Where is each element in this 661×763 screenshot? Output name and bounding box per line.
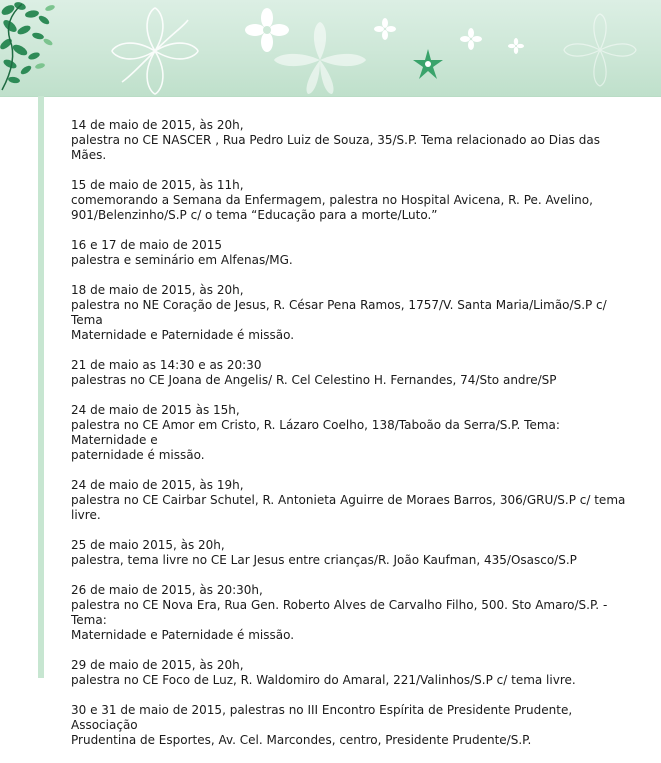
event-list — [71, 118, 631, 763]
white-flower-icon — [270, 20, 370, 96]
list-item — [71, 283, 631, 343]
event-date-line: 25 de maio 2015, às 20h, — [71, 538, 225, 552]
event-description-line: 901/Belenzinho/S.P c/ o tema “Educação para a morte/Luto.” — [71, 208, 438, 222]
white-flower-icon — [508, 38, 524, 54]
list-item — [71, 478, 631, 523]
green-star-flower-icon — [412, 48, 444, 80]
event-description-line: paternidade é missão. — [71, 448, 205, 462]
list-item — [71, 178, 631, 223]
event-date-line: 24 de maio de 2015 às 15h, — [71, 403, 240, 417]
white-flower-icon — [110, 6, 200, 96]
event-description-line: Prudentina de Esportes, Av. Cel. Marcondes, centro, Presidente Prudente/S.P. — [71, 733, 532, 747]
list-item — [71, 583, 631, 643]
event-description-line: comemorando a Semana da Enfermagem, palestra no Hospital Avicena, R. Pe. Avelino, — [71, 193, 593, 207]
event-date-line: 21 de maio as 14:30 e as 20:30 — [71, 358, 262, 372]
white-flower-icon — [374, 18, 396, 40]
list-item — [71, 238, 631, 268]
leaf-vine-icon — [0, 0, 70, 96]
event-date-line: 26 de maio de 2015, às 20:30h, — [71, 583, 263, 597]
left-decorative-rail — [38, 96, 44, 678]
event-date-line: 29 de maio de 2015, às 20h, — [71, 658, 244, 672]
list-item — [71, 118, 631, 163]
list-item — [71, 538, 631, 568]
event-description-line: palestra e seminário em Alfenas/MG. — [71, 253, 293, 267]
list-item — [71, 658, 631, 688]
event-description-line: palestra no CE NASCER , Rua Pedro Luiz de Souza, 35/S.P. Tema relacionado ao Dias das Mães. — [71, 133, 604, 162]
list-item — [71, 403, 631, 463]
event-date-line: 18 de maio de 2015, às 20h, — [71, 283, 244, 297]
event-description-line: palestra no NE Coração de Jesus, R. César Pena Ramos, 1757/V. Santa Maria/Limão/S.P c/ Tema — [71, 298, 611, 327]
list-item — [71, 703, 631, 748]
event-date-line: 24 de maio de 2015, às 19h, — [71, 478, 244, 492]
list-item — [71, 358, 631, 388]
event-description-line: palestras no CE Joana de Angelis/ R. Cel Celestino H. Fernandes, 74/Sto andre/SP — [71, 373, 557, 387]
event-date-line: 15 de maio de 2015, às 11h, — [71, 178, 244, 192]
decorative-header-banner — [0, 0, 661, 97]
event-description-line: Maternidade e Paternidade é missão. — [71, 328, 295, 342]
event-description-line: palestra no CE Cairbar Schutel, R. Antonieta Aguirre de Moraes Barros, 306/GRU/S.P c/ tema livre. — [71, 493, 630, 522]
event-description-line: palestra, tema livre no CE Lar Jesus entre crianças/R. João Kaufman, 435/Osasco/S.P — [71, 553, 577, 567]
event-description-line: Maternidade e Paternidade é missão. — [71, 628, 295, 642]
event-date-line: 16 e 17 de maio de 2015 — [71, 238, 223, 252]
event-description-line: palestra no CE Nova Era, Rua Gen. Roberto Alves de Carvalho Filho, 500. Sto Amaro/S.P. - Tema: — [71, 598, 612, 627]
white-flower-icon — [560, 10, 640, 90]
event-date-line: 30 e 31 de maio de 2015, palestras no III Encontro Espírita de Presidente Prudente, Associação — [71, 703, 576, 732]
event-description-line: palestra no CE Foco de Luz, R. Waldomiro do Amaral, 221/Valinhos/S.P c/ tema livre. — [71, 673, 576, 687]
white-flower-icon — [460, 28, 482, 50]
event-date-line: 14 de maio de 2015, às 20h, — [71, 118, 244, 132]
event-description-line: palestra no CE Amor em Cristo, R. Lázaro Coelho, 138/Taboão da Serra/S.P. Tema: Maternidade e — [71, 418, 564, 447]
